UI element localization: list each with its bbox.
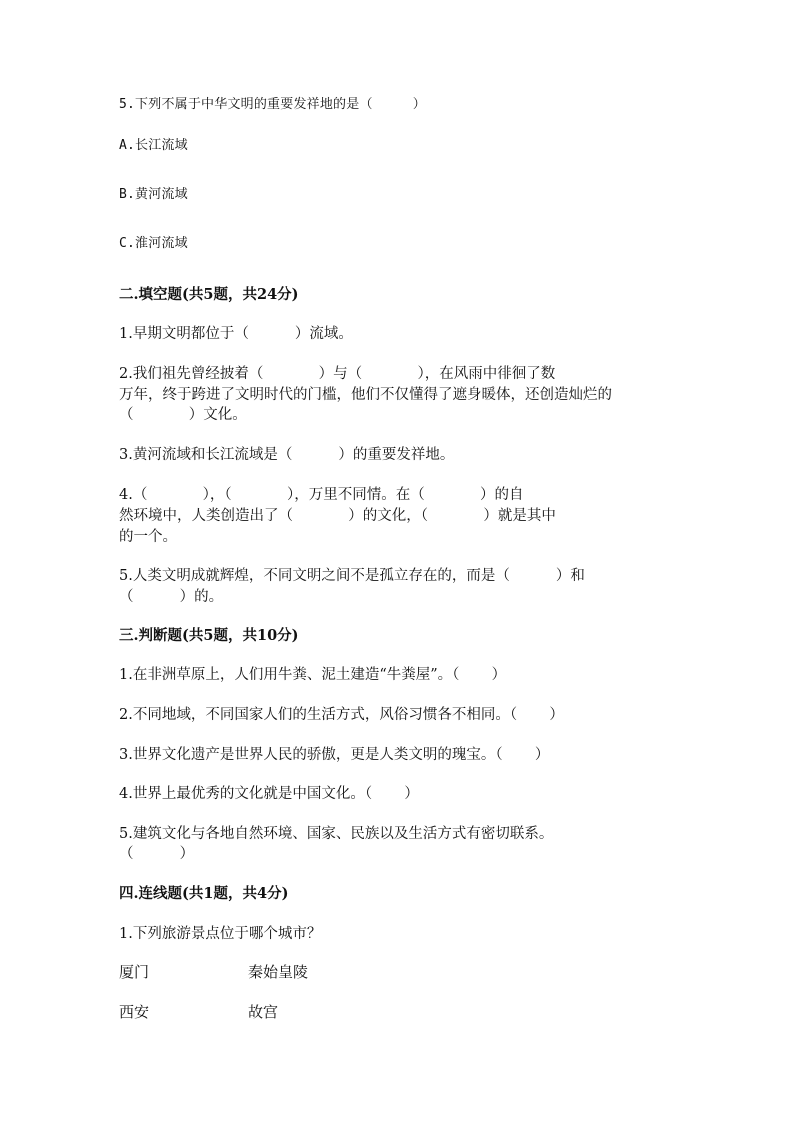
mc-question-5: 5.下列不属于中华文明的重要发祥地的是（ ） xyxy=(119,97,426,112)
match-right-item: 故宫 xyxy=(248,1003,279,1021)
mc-option-c: C.淮河流域 xyxy=(119,236,188,251)
mc-option-a: A.长江流域 xyxy=(119,138,188,153)
judge-question-2: 2.不同地域，不同国家人们的生活方式，风俗习惯各不相同。（ ） xyxy=(119,707,564,723)
mc-option-b: B.黄河流域 xyxy=(119,187,188,202)
judge-question-3: 3.世界文化遗产是世界人民的骄傲，更是人类文明的瑰宝。（ ） xyxy=(119,747,550,763)
fill-question-1: 1.早期文明都位于（ ）流域。 xyxy=(119,326,353,342)
match-left-item: 厦门 xyxy=(119,963,150,981)
section-fill-title: 二.填空题(共5题，共24分) xyxy=(119,286,299,303)
fill-question-2-line-3: （ ）文化。 xyxy=(119,407,247,423)
fill-question-2-line-2: 万年，终于跨进了文明时代的门槛，他们不仅懂得了遮身暖体，还创造灿烂的 xyxy=(119,387,612,403)
fill-question-4-line-2: 然环境中，人类创造出了（ ）的文化，（ ）就是其中 xyxy=(119,508,556,524)
match-right-item: 秦始皇陵 xyxy=(248,963,309,981)
match-left-item: 西安 xyxy=(119,1003,150,1021)
section-match-title: 四.连线题(共1题，共4分) xyxy=(119,885,289,902)
judge-question-5-line-1: 5.建筑文化与各地自然环境、国家、民族以及生活方式有密切联系。 xyxy=(119,826,554,842)
judge-question-1: 1.在非洲草原上，人们用牛粪、泥土建造“牛粪屋”。（ ） xyxy=(119,667,507,683)
section-judge-title: 三.判断题(共5题，共10分) xyxy=(119,627,299,644)
fill-question-3: 3.黄河流域和长江流域是（ ）的重要发祥地。 xyxy=(119,447,455,463)
judge-question-5-line-2: （ ） xyxy=(119,846,195,862)
fill-question-4-line-3: 的一个。 xyxy=(119,529,177,545)
fill-question-5-line-2: （ ）的。 xyxy=(119,589,224,605)
fill-question-4-line-1: 4.（ ），（ ），万里不同情。在（ ）的自 xyxy=(119,487,524,503)
fill-question-5-line-1: 5.人类文明成就辉煌，不同文明之间不是孤立存在的，而是（ ）和 xyxy=(119,568,585,584)
judge-question-4: 4.世界上最优秀的文化就是中国文化。（ ） xyxy=(119,786,419,802)
fill-question-2-line-1: 2.我们祖先曾经披着（ ）与（ ），在风雨中徘徊了数 xyxy=(119,366,556,382)
match-question-1: 1.下列旅游景点位于哪个城市？ xyxy=(119,926,322,942)
